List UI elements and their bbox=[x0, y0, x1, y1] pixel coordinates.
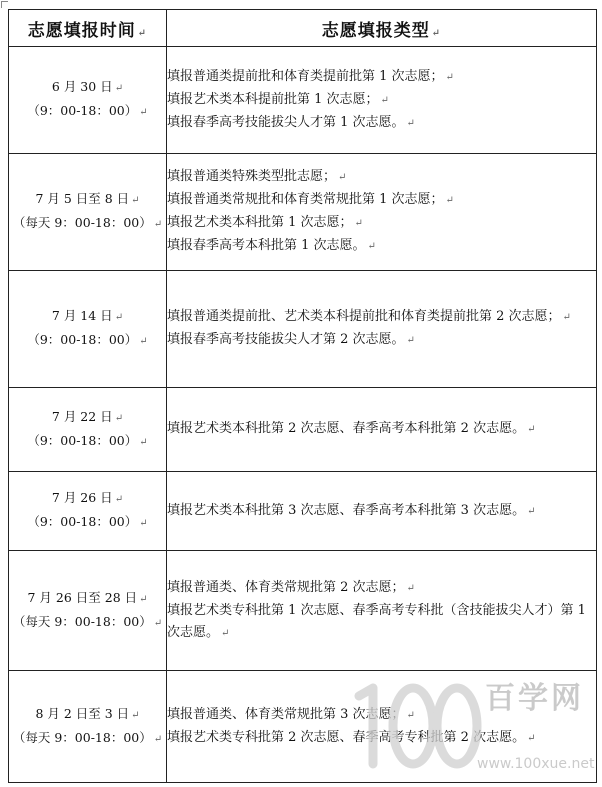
paragraph-mark: ↵ bbox=[406, 335, 415, 346]
type-cell bbox=[167, 154, 597, 271]
type-item: 填报艺术类本科批第 1 次志愿； ↵ bbox=[167, 215, 363, 230]
type-item: 填报普通类特殊类型批志愿； ↵ bbox=[167, 169, 347, 184]
paragraph-mark: ↵ bbox=[406, 709, 415, 721]
type-item: 填报普通类、体育类常规批第 2 次志愿； ↵ bbox=[167, 579, 415, 595]
header-time-column: 志愿填报时间 ↵ bbox=[9, 10, 167, 47]
paragraph-mark: ↵ bbox=[354, 218, 363, 229]
type-item: 填报艺术类专科批第 2 次志愿、春季高考专科批第 2 次志愿。 ↵ bbox=[167, 729, 536, 745]
time-date: 7 月 26 日 ↵ bbox=[51, 490, 124, 505]
paragraph-mark: ↵ bbox=[562, 312, 571, 323]
type-item: 填报春季高考本科批第 1 次志愿。 ↵ bbox=[167, 238, 376, 253]
time-hours: （9：00-18：00） ↵ bbox=[27, 103, 148, 118]
table-row bbox=[9, 388, 597, 472]
paragraph-mark: ↵ bbox=[114, 312, 124, 323]
time-cell bbox=[9, 472, 167, 551]
paragraph-mark: ↵ bbox=[139, 107, 148, 118]
paragraph-mark: ↵ bbox=[527, 505, 536, 517]
type-item: 填报普通类提前批和体育类提前批第 1 次志愿； ↵ bbox=[167, 68, 454, 84]
table-header-row bbox=[9, 10, 597, 47]
time-date: 7 月 22 日 ↵ bbox=[51, 408, 124, 424]
paragraph-mark: ↵ bbox=[139, 518, 148, 529]
type-item: 填报艺术类本科批第 3 次志愿、春季高考本科批第 3 次志愿。 ↵ bbox=[167, 502, 536, 518]
type-cell bbox=[167, 671, 597, 783]
time-cell bbox=[9, 388, 167, 472]
table-row bbox=[9, 47, 597, 154]
type-item: 填报春季高考技能拔尖人才第 1 次志愿。 ↵ bbox=[167, 114, 415, 130]
svg-text:www.100xue.net: www.100xue.net bbox=[477, 756, 595, 772]
paragraph-mark: ↵ bbox=[445, 71, 454, 83]
paragraph-mark: ↵ bbox=[139, 336, 148, 347]
paragraph-mark: ↵ bbox=[367, 241, 376, 252]
paragraph-mark: ↵ bbox=[153, 219, 163, 230]
time-cell bbox=[9, 271, 167, 388]
type-item: 填报春季高考技能拔尖人才第 2 次志愿。 ↵ bbox=[167, 332, 415, 347]
paragraph-mark: ↵ bbox=[114, 494, 124, 505]
time-hours: （9：00-18：00） ↵ bbox=[27, 332, 148, 347]
time-cell bbox=[9, 551, 167, 671]
paragraph-mark: ↵ bbox=[380, 94, 389, 106]
table-row bbox=[9, 472, 597, 551]
time-date: 8 月 2 日至 3 日 ↵ bbox=[35, 705, 140, 721]
time-hours: （9：00-18：00） ↵ bbox=[27, 514, 148, 529]
time-date: 7 月 5 日至 8 日 ↵ bbox=[35, 191, 140, 206]
type-item: 填报艺术类本科提前批第 1 次志愿； ↵ bbox=[167, 91, 389, 107]
paragraph-mark: ↵ bbox=[114, 412, 124, 424]
type-cell bbox=[167, 388, 597, 472]
table-row bbox=[9, 551, 597, 671]
type-cell bbox=[167, 271, 597, 388]
paragraph-mark: ↵ bbox=[221, 627, 230, 639]
table-row bbox=[9, 671, 597, 783]
time-date: 7 月 26 日至 28 日 ↵ bbox=[27, 589, 148, 605]
type-item: 填报艺术类专科批第 1 次志愿、春季高考专科批（含技能拔尖人才）第 1 次志愿。 ↵ bbox=[167, 602, 586, 640]
time-hours: （每天 9：00-18：00） ↵ bbox=[12, 215, 163, 230]
admission-schedule-table bbox=[8, 9, 597, 783]
time-hours: （每天 9：00-18：00） ↵ bbox=[12, 613, 163, 629]
paragraph-mark: ↵ bbox=[139, 593, 148, 605]
page-corner-mark bbox=[1, 1, 8, 8]
time-date: 7 月 14 日 ↵ bbox=[51, 308, 124, 323]
svg-text:百学网: 百学网 bbox=[485, 681, 584, 716]
paragraph-mark: ↵ bbox=[406, 117, 415, 129]
paragraph-mark: ↵ bbox=[445, 195, 454, 206]
paragraph-mark: ↵ bbox=[338, 172, 347, 183]
paragraph-mark: ↵ bbox=[527, 424, 536, 435]
type-item: 填报普通类常规批和体育类常规批第 1 次志愿； ↵ bbox=[167, 192, 454, 207]
time-date: 6 月 30 日 ↵ bbox=[51, 79, 124, 94]
paragraph-mark: ↵ bbox=[139, 436, 148, 448]
table-row bbox=[9, 271, 597, 388]
paragraph-mark: ↵ bbox=[114, 83, 124, 94]
time-hours: （每天 9：00-18：00） ↵ bbox=[12, 729, 163, 745]
paragraph-mark: ↵ bbox=[153, 617, 163, 629]
paragraph-mark: ↵ bbox=[131, 195, 140, 206]
header-type-column: 志愿填报类型 ↵ bbox=[167, 10, 597, 47]
type-cell bbox=[167, 551, 597, 671]
time-hours: （9：00-18：00） ↵ bbox=[27, 432, 148, 448]
paragraph-mark: ↵ bbox=[131, 709, 140, 721]
time-cell bbox=[9, 47, 167, 154]
type-item: 填报普通类提前批、艺术类本科提前批和体育类提前批第 2 次志愿； ↵ bbox=[167, 309, 571, 324]
header-time-label: 志愿填报时间 bbox=[27, 20, 136, 41]
type-cell bbox=[167, 47, 597, 154]
table-row bbox=[9, 154, 597, 271]
time-cell bbox=[9, 154, 167, 271]
paragraph-mark: ↵ bbox=[527, 732, 536, 744]
type-cell bbox=[167, 472, 597, 551]
header-type-label: 志愿填报类型 bbox=[321, 20, 430, 41]
type-item: 填报普通类、体育类常规批第 3 次志愿； ↵ bbox=[167, 706, 415, 722]
paragraph-mark: ↵ bbox=[406, 582, 415, 594]
type-item: 填报艺术类本科批第 2 次志愿、春季高考本科批第 2 次志愿。 ↵ bbox=[167, 421, 536, 436]
time-cell bbox=[9, 671, 167, 783]
paragraph-mark: ↵ bbox=[153, 733, 163, 745]
